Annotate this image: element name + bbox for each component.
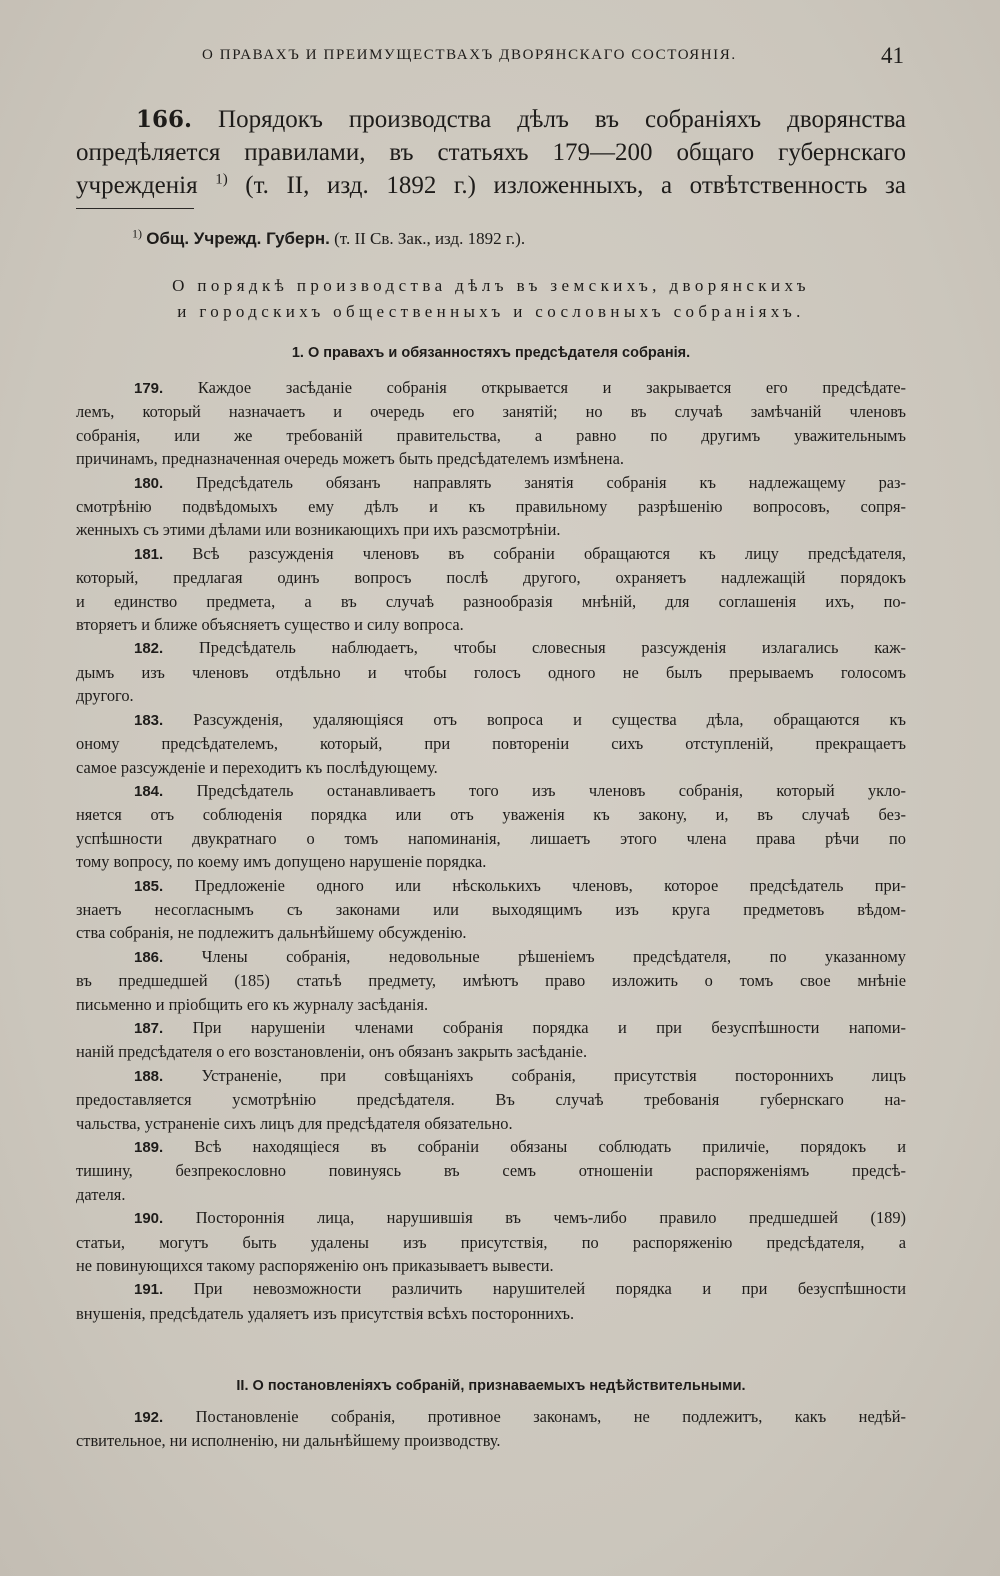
article-line: 186. Члены собранія, недовольные рѣшеніемъ предсѣдателя, по указанному [134,946,906,966]
article-line: ства собранія, не подлежитъ дальнѣйшему обсужденію. [76,923,467,943]
article-line: знаетъ несогласнымъ съ законами или выходящимъ изъ круга предметовъ вѣдом- [76,899,906,919]
section-heading-1: 1. О правахъ и обязанностяхъ предсѣдателя собранія. [291,345,691,361]
article-line: причинамъ, предназначенная очередь можетъ быть предсѣдателемъ измѣнена. [76,449,624,469]
article-line: дымъ изъ членовъ отдѣльно и чтобы голосъ одного не былъ прерываемъ голосомъ [76,662,906,682]
running-head [76,43,906,73]
article [76,1405,906,1453]
article-line: 190. Постороннія лица, нарушившія въ чемъ-либо правило предшедшей (189) [134,1208,906,1228]
article-line: 183. Разсужденія, удаляющіяся отъ вопроса и существа дѣла, обращаются къ [134,709,906,729]
article-line: внушенія, предсѣдатель удаляетъ изъ присутствія всѣхъ постороннихъ. [76,1303,575,1323]
article-line: другого. [76,686,134,706]
article-number: 180. [134,474,164,492]
article [76,636,906,707]
article [76,779,906,874]
page-number: 41 [881,43,904,68]
article-number: 182. [134,640,164,658]
article-number: 186. [134,948,164,966]
running-head-title: О ПРАВАХЪ И ПРЕИМУЩЕСТВАХЪ ДВОРЯНСКАГО СОСТОЯНІЯ. [202,47,737,63]
article [76,708,906,779]
article-line: 191. При невозможности различить нарушителей порядка и при безуспѣшности [134,1279,906,1299]
article-line: чальства, устраненіе сихъ лицъ для предсѣдателя обязательно. [76,1113,513,1133]
article-line: собранія, или же требованій правительства, а равно по другимъ уважительнымъ [76,425,906,445]
article-number: 190. [134,1210,164,1228]
footnote [132,226,902,249]
article-line: смотрѣнію подвѣдомыхъ ему дѣлъ и къ правильному разрѣшенію вопросовъ, сопря- [76,497,906,517]
article-line: не повинующихся такому распоряженію онъ приказываетъ вывести. [76,1256,554,1276]
main-paragraph-line: опредѣляется правилами, въ статьяхъ 179—200 общаго губернскаго [76,139,906,166]
section-heading-2: II. О постановленіяхъ собраній, признаваемыхъ недѣйствительными. [236,1378,746,1394]
article-number: 185. [134,877,164,895]
article-line: предоставляется усмотрѣнію предсѣдателя. Въ случаѣ требованія губернскаго на- [76,1090,906,1110]
article-line: самое разсужденіе и переходитъ къ послѣдующему. [76,757,438,777]
article-line: и единство предмета, а въ случаѣ разнообразія мнѣній, для соглашенія ихъ, по- [76,591,906,611]
article [76,1016,906,1064]
article-number: 181. [134,545,164,563]
article-line: дателя. [76,1184,126,1204]
article-number: 188. [134,1067,164,1085]
article-line: 180. Предсѣдатель обязанъ направлять занятія собранія къ надлежащему раз- [134,472,906,492]
article [76,376,906,471]
article [76,542,906,637]
article-line: тому вопросу, по коему имъ допущено нарушеніе порядка. [76,852,487,872]
footnote-abbreviation: Общ. Учрежд. Губерн. [146,229,330,248]
article-line: успѣшности двукратнаго о томъ напоминанія, лишаетъ этого члена права рѣчи по [76,828,906,848]
footnote-text: (т. II Св. Зак., изд. 1892 г.). [334,229,526,248]
article-number: 184. [134,782,164,800]
article-number: 191. [134,1281,164,1299]
article-line: 185. Предложеніе одного или нѣсколькихъ членовъ, которое предсѣдатель при- [134,875,906,895]
main-paragraph-line: учрежденія $^{1)}$ (т. II, изд. 1892 г.) изложенныхъ, а отвѣтственность за [76,171,907,199]
article-line: 181. Всѣ разсужденія членовъ въ собраніи обращаются къ лицу предсѣдателя, [134,543,906,563]
article-line: письменно и пріобщить его къ журналу засѣданія. [76,994,429,1014]
article-number: 192. [134,1409,164,1426]
article-line: 179. Каждое засѣданіе собранія открывается и закрывается его предсѣдате- [134,378,906,397]
article-line: статьи, могутъ быть удалены изъ присутствія, по распоряженію предсѣдателя, а [76,1232,906,1252]
article-line: 184. Предсѣдатель останавливаетъ того изъ членовъ собранія, который укло- [134,780,906,800]
main-paragraph-line: 166. Порядокъ производства дѣлъ въ собраніяхъ дворянства [136,106,907,133]
article [76,1206,906,1277]
spaced-heading-line-1: О порядкѣ производства дѣлъ въ земскихъ, дворянскихъ [172,276,810,295]
article-line: 182. Предсѣдатель наблюдаетъ, чтобы словесныя разсужденія излагались каж- [134,638,906,658]
article-line: 187. При нарушеніи членами собранія порядка и при безуспѣшности напоми- [134,1017,906,1037]
footnote-divider [76,208,194,209]
article-line: вторяетъ и ближе объясняетъ существо и силу вопроса. [76,615,464,635]
article [76,1064,906,1135]
articles-section-2 [76,1405,906,1453]
article-line: въ предшедшей (185) статьѣ предмету, имѣютъ право изложить о томъ свое мнѣніе [76,971,906,991]
article-line: оному предсѣдателемъ, который, при повтореніи сихъ отступленій, прекращаетъ [76,734,906,754]
article-line: который, предлагая одинъ вопросъ послѣ другого, охраняетъ надлежащій порядокъ [76,568,906,588]
main-paragraph [76,103,906,202]
paragraph-number: 166. [136,106,193,133]
article [76,1277,906,1325]
spaced-heading-line-2: и городскихъ общественныхъ и сословныхъ собраніяхъ. [177,302,805,321]
article-line: 188. Устраненіе, при совѣщаніяхъ собранія, присутствія постороннихъ лицъ [134,1065,906,1085]
article-line: наній предсѣдателя о его возстановленіи, онъ обязанъ закрыть засѣданіе. [76,1042,588,1062]
article [76,471,906,542]
article-number: 189. [134,1139,164,1156]
article-number: 187. [134,1019,164,1037]
article [76,874,906,945]
article-line: 189. Всѣ находящіеся въ собраніи обязаны соблюдать приличіе, порядокъ и [134,1137,906,1156]
articles-section-1 [76,376,906,1325]
article-line: няется отъ соблюденія порядка или отъ уваженія къ закону, и, въ случаѣ без- [76,805,906,825]
article-line: лемъ, который назначаетъ и очередь его занятій; но въ случаѣ замѣчаній членовъ [76,402,906,422]
article-line: женныхъ съ этими дѣлами или возникающихъ при ихъ разсмотрѣніи. [76,520,561,540]
footnote-marker: 1) [132,226,142,241]
article-line: 192. Постановленіе собранія, противное законамъ, не подлежитъ, какъ недѣй- [134,1407,906,1426]
article-number: 179. [134,380,164,397]
article-number: 183. [134,711,164,729]
article [76,945,906,1016]
article-line: ствительное, ни исполненію, ни дальнѣйшему производству. [76,1431,501,1451]
article-line: тишину, безпрекословно повинуясь въ семъ отношеніи распоряженіямъ предсѣ- [76,1161,906,1181]
footnote-reference: 1) [215,171,228,188]
article [76,1135,906,1206]
